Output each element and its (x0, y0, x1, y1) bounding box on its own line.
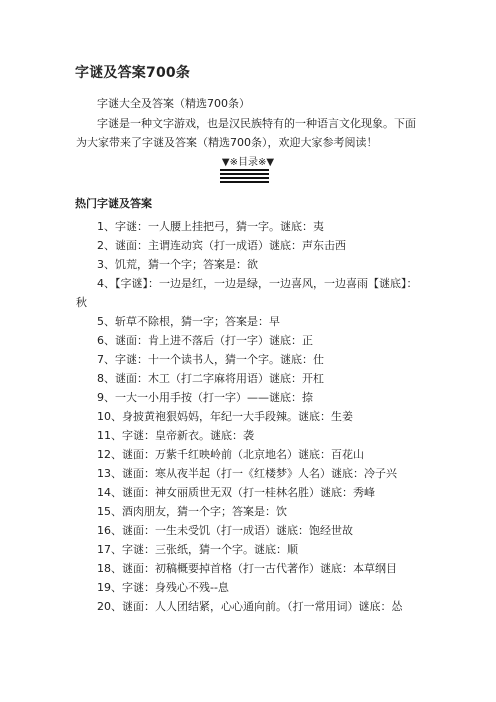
list-item: 7、字谜：十一个读书人，猜一个字。谜底：仕 (97, 353, 324, 366)
list-item: 13、谜面：寒从夜半起（打一《红楼梦》人名）谜底：冷子兴 (97, 467, 397, 480)
list-item: 9、一大一小用手按（打一字）——谜底：捺 (97, 391, 313, 404)
list-item: 10、身披黄袍狠妈妈，年纪一大手段辣。谜底：生姜 (97, 410, 353, 423)
document-subtitle: 字谜大全及答案（精选700条） (97, 97, 250, 110)
riddle-list (76, 217, 422, 616)
list-item: 20、谜面：人人团结紧，心心通向前。（打一常用词）谜底：怂 (97, 600, 403, 613)
list-item: 2、谜面：主谓连动宾（打一成语）谜底：声东击西 (97, 239, 346, 252)
list-item: 19、字谜：身残心不残--息 (97, 581, 229, 594)
toc-link[interactable]: ▼※目录※▼ (221, 157, 275, 168)
intro-paragraph: 字谜是一种文字游戏，也是汉民族特有的一种语言文化现象。下面为大家带来了字谜及答案（精选700条），欢迎大家参考阅读！ (76, 117, 416, 149)
list-item: 5、斩草不除根，猜一字；答案是：早 (97, 315, 280, 328)
toc-bar (220, 177, 269, 179)
toc-bar (220, 181, 269, 183)
document-title: 字谜及答案700条 (75, 65, 191, 81)
list-item: 12、谜面：万紫千红映岭前（北京地名）谜底：百花山 (97, 448, 364, 461)
list-item: 14、谜面：神女丽质世无双（打一桂林名胜）谜底：秀峰 (97, 486, 375, 499)
toc-bar (220, 169, 269, 171)
list-item: 16、谜面：一生未受饥（打一成语）谜底：饱经世故 (97, 524, 353, 537)
list-item: 11、字谜：皇帝新衣。谜底：袭 (97, 429, 254, 442)
list-item: 17、字谜：三张纸，猜一个字。谜底：顺 (97, 543, 298, 556)
list-item: 4、【字谜】：一边是红，一边是绿，一边喜风，一边喜雨【谜底】：秋 (76, 277, 418, 309)
list-item: 18、谜面：初稿概要掉首格（打一古代著作）谜底：本草纲目 (97, 562, 397, 575)
list-item: 3、饥荒，猜一个字；答案是：欲 (97, 258, 258, 271)
toc-icon[interactable] (220, 169, 269, 185)
toc-bar (220, 173, 269, 175)
list-item: 6、谜面：肯上进不落后（打一字）谜底：正 (97, 334, 313, 347)
list-item: 15、酒肉朋友，猜一个字；答案是：饮 (97, 505, 287, 518)
list-item: 1、字谜：一人腰上挂把弓，猜一字。谜底：夷 (97, 220, 324, 233)
list-item: 8、谜面：木工（打二字麻将用语）谜底：开杠 (97, 372, 324, 385)
section-heading: 热门字谜及答案 (75, 197, 152, 210)
